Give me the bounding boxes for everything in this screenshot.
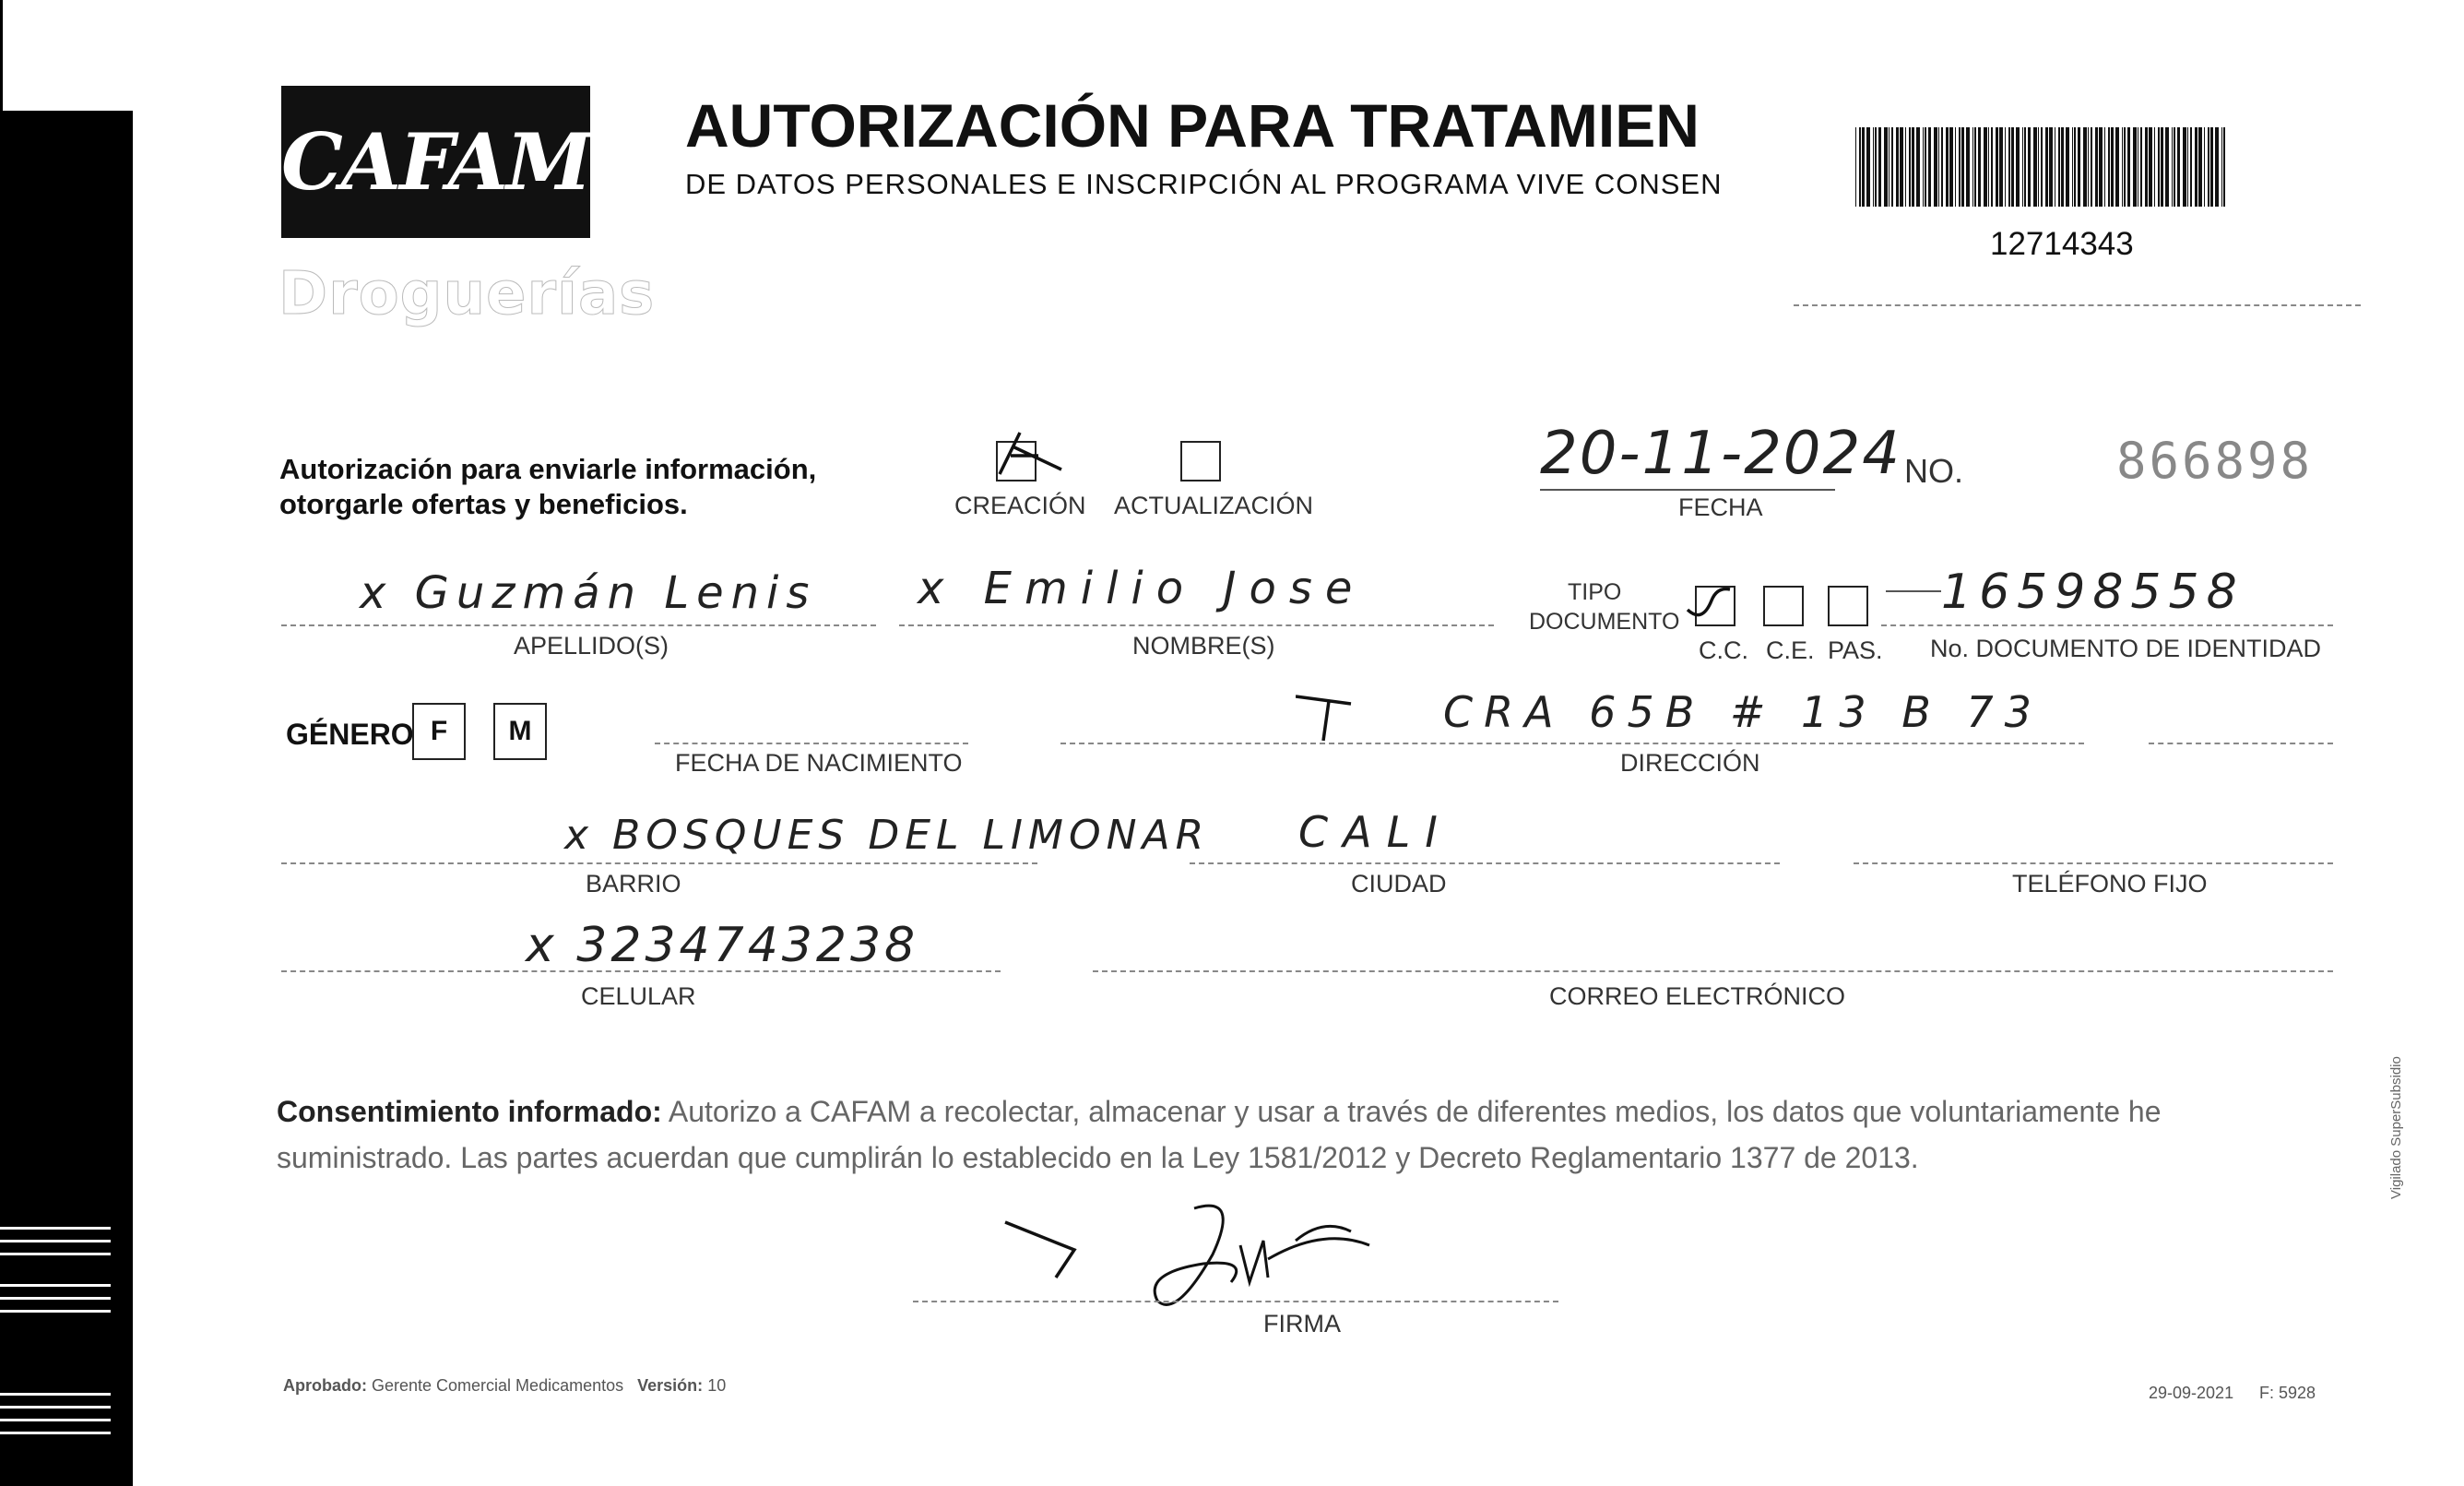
aprobado-value: Gerente Comercial Medicamentos	[372, 1376, 624, 1395]
barcode-bar	[1891, 127, 1893, 207]
barcode-bar	[1984, 127, 1987, 207]
barcode-bar	[2172, 127, 2173, 207]
nombres-line	[899, 624, 1494, 626]
barcode-bar	[2005, 127, 2006, 207]
barcode-bar	[2165, 127, 2169, 207]
barcode-bar	[1875, 127, 1877, 207]
barcode-bar	[2124, 127, 2126, 207]
documento-value[interactable]: 16598558	[1941, 565, 2245, 620]
direccion-line-end	[2149, 743, 2333, 744]
actualizacion-label: ACTUALIZACIÓN	[1114, 492, 1314, 519]
consent-heading: Consentimiento informado:	[277, 1095, 662, 1128]
barcode-bar	[1978, 127, 1981, 207]
auth-text-2: otorgarle ofertas y beneficios.	[279, 488, 688, 520]
actualizacion-checkbox[interactable]	[1180, 441, 1221, 481]
barcode-bar	[2016, 127, 2020, 207]
barcode-bar	[2049, 127, 2053, 207]
barcode-bar	[2024, 127, 2026, 207]
barcode-bar	[1999, 127, 2003, 207]
version-label: Versión:	[637, 1376, 704, 1395]
barcode-bar	[2221, 127, 2222, 207]
barcode-bar	[1855, 127, 1856, 207]
barcode-bar	[2161, 127, 2163, 207]
barcode-bar	[2099, 127, 2103, 207]
celular-label: CELULAR	[581, 982, 696, 1010]
barcode-bar	[2140, 127, 2142, 207]
barcode-bar	[2091, 127, 2092, 207]
barcode-bar	[2008, 127, 2010, 207]
barcode-bar	[2195, 127, 2197, 207]
barcode-bar	[2083, 127, 2087, 207]
scan-line	[0, 1432, 111, 1434]
barcode-bar	[2187, 127, 2188, 207]
barcode	[1855, 127, 2229, 207]
form-subtitle: DE DATOS PERSONALES E INSCRIPCIÓN AL PROGRAMA VIVE CONSEN	[685, 168, 1723, 200]
barcode-bar	[1900, 127, 1903, 207]
scan-line	[0, 1253, 111, 1255]
ciudad-line	[1190, 862, 1780, 864]
barcode-bar	[1996, 127, 1998, 207]
barrio-label: BARRIO	[586, 870, 681, 898]
creacion-label: CREACIÓN	[954, 492, 1086, 519]
footer-code: F: 5928	[2259, 1384, 2316, 1402]
apellidos-label: APELLIDO(S)	[514, 632, 669, 660]
barcode-bar	[2058, 127, 2060, 207]
barcode-bar	[1961, 127, 1964, 207]
barcode-bar	[2133, 127, 2137, 207]
fecha-value[interactable]: 20-11-2024	[1540, 420, 1901, 488]
barcode-bar	[1988, 127, 1989, 207]
barcode-bar	[1966, 127, 1970, 207]
barcode-bar	[2072, 127, 2073, 207]
scan-line	[0, 1284, 111, 1287]
genero-label: GÉNERO	[286, 718, 414, 751]
barcode-bar	[1896, 127, 1899, 207]
barcode-bar	[2145, 127, 2148, 207]
barcode-bar	[2177, 127, 2180, 207]
barcode-bar	[1925, 127, 1926, 207]
barcode-bar	[1955, 127, 1956, 207]
barcode-bar	[2154, 127, 2155, 207]
correo-label: CORREO ELECTRÓNICO	[1549, 982, 1846, 1010]
firma-label: FIRMA	[1263, 1310, 1341, 1337]
barcode-bar	[1923, 127, 1924, 207]
side-text: Vigilado SuperSubsidio	[2388, 1056, 2404, 1199]
cc-checkbox[interactable]	[1695, 586, 1735, 626]
barcode-bar	[2111, 127, 2114, 207]
doc-dash	[1886, 590, 1941, 592]
documento-label: DOCUMENTO	[1529, 609, 1680, 635]
barrio-line	[281, 862, 1037, 864]
barcode-bar	[1991, 127, 1993, 207]
documento-line	[1881, 624, 2333, 626]
barcode-bar	[1949, 127, 1953, 207]
barcode-bar	[1859, 127, 1861, 207]
barcode-bar	[1946, 127, 1949, 207]
scan-line	[0, 1297, 111, 1300]
scan-line	[0, 1393, 111, 1396]
nacimiento-line	[655, 743, 968, 744]
nombres-value[interactable]: x Emilio Jose	[918, 563, 1366, 614]
barcode-bar	[2223, 127, 2225, 207]
apellidos-value[interactable]: x Guzmán Lenis	[360, 567, 817, 619]
barcode-bar	[2033, 127, 2037, 207]
documento-label-no: No. DOCUMENTO DE IDENTIDAD	[1930, 635, 2322, 662]
celular-value[interactable]: x 3234743238	[526, 918, 919, 973]
scan-line	[0, 1310, 111, 1313]
telefono-line	[1854, 862, 2333, 864]
direccion-line	[1060, 743, 2084, 744]
ciudad-value[interactable]: CALI	[1298, 807, 1452, 857]
barcode-bar	[1878, 127, 1881, 207]
scan-margin	[0, 111, 133, 1486]
ciudad-label: CIUDAD	[1351, 870, 1447, 898]
apellidos-line	[281, 624, 876, 626]
creacion-checkbox[interactable]	[996, 441, 1037, 481]
barcode-bar	[2127, 127, 2130, 207]
fecha-label: FECHA	[1678, 493, 1763, 521]
celular-line	[281, 970, 1001, 972]
consent-body: Autorizo a CAFAM a recolectar, almacenar y usar a través de diferentes medios, los datos que voluntariamente he suministrado. Las partes acuerdan que cumplirán lo establecido en la Ley 1581/2012 y Decreto Reglamentario 1377 de 2013.	[277, 1095, 2162, 1174]
scan-line	[0, 1240, 111, 1242]
barcode-bar	[2198, 127, 2202, 207]
consent-text	[277, 1088, 2342, 1181]
barcode-bar	[1912, 127, 1914, 207]
aprobado-label: Aprobado:	[283, 1376, 367, 1395]
ce-checkbox[interactable]	[1763, 586, 1804, 626]
nombres-label: NOMBRE(S)	[1132, 632, 1275, 660]
header-rule	[1794, 304, 2361, 306]
fecha-line	[1540, 489, 1835, 491]
barcode-bar	[2011, 127, 2014, 207]
cc-label: C.C.	[1699, 636, 1748, 664]
scan-line	[0, 1419, 111, 1421]
barcode-bar	[1938, 127, 1939, 207]
genero-m-box[interactable]: M	[493, 703, 547, 760]
barcode-bar	[2028, 127, 2031, 207]
barcode-bar	[2115, 127, 2119, 207]
barcode-bar	[2190, 127, 2192, 207]
barcode-bar	[1866, 127, 1870, 207]
firma-line	[913, 1301, 1558, 1302]
pas-checkbox[interactable]	[1828, 586, 1868, 626]
barcode-number: 12714343	[1990, 226, 2134, 262]
barcode-bar	[2215, 127, 2219, 207]
barcode-bar	[2208, 127, 2209, 207]
barcode-bar	[2108, 127, 2110, 207]
barcode-bar	[2183, 127, 2186, 207]
barcode-bar	[1941, 127, 1943, 207]
scan-margin-top	[0, 0, 133, 111]
direccion-label: DIRECCIÓN	[1620, 749, 1760, 777]
cafam-logo: CAFAM	[281, 86, 590, 238]
serial-number: 866898	[2116, 432, 2314, 490]
barcode-bar	[2022, 127, 2023, 207]
barcode-bar	[1959, 127, 1961, 207]
check-mark-icon	[992, 428, 1066, 483]
barcode-bar	[1974, 127, 1976, 207]
barcode-bar	[1934, 127, 1937, 207]
logo-subtitle: Droguerías	[278, 260, 656, 328]
barcode-bar	[2045, 127, 2048, 207]
version-value: 10	[707, 1376, 727, 1395]
barcode-bar	[1928, 127, 1931, 207]
barcode-bar	[2122, 127, 2123, 207]
barcode-bar	[2078, 127, 2080, 207]
no-label: NO.	[1904, 452, 1964, 490]
direccion-value[interactable]: CRA 65B # 13 B 73	[1443, 687, 2043, 737]
barcode-bar	[1905, 127, 1906, 207]
telefono-label: TELÉFONO FIJO	[2012, 870, 2208, 898]
cross-mark	[1296, 687, 1360, 743]
barcode-bar	[2074, 127, 2076, 207]
barcode-bar	[2041, 127, 2043, 207]
scan-line	[0, 1406, 111, 1409]
barcode-bar	[1873, 127, 1874, 207]
check-mark-icon	[1684, 582, 1739, 633]
ce-label: C.E.	[1766, 636, 1815, 664]
genero-f-box[interactable]: F	[412, 703, 466, 760]
signature-image	[1139, 1190, 1379, 1328]
tipo-label: TIPO	[1568, 579, 1622, 605]
barcode-bar	[1884, 127, 1888, 207]
auth-text-1: Autorización para enviarle información,	[279, 453, 817, 485]
barcode-bar	[2066, 127, 2069, 207]
nacimiento-label: FECHA DE NACIMIENTO	[675, 749, 963, 777]
barrio-value[interactable]: x BOSQUES DEL LIMONAR	[564, 812, 1210, 859]
pas-label: PAS.	[1828, 636, 1883, 664]
barcode-bar	[1909, 127, 1911, 207]
barcode-bar	[2149, 127, 2152, 207]
barcode-bar	[2104, 127, 2105, 207]
barcode-bar	[2061, 127, 2064, 207]
barcode-bar	[2174, 127, 2175, 207]
barcode-bar	[1916, 127, 1920, 207]
barcode-bar	[2038, 127, 2039, 207]
footer-date: 29-09-2021	[2149, 1384, 2234, 1402]
barcode-bar	[2204, 127, 2205, 207]
form-title: AUTORIZACIÓN PARA TRATAMIEN	[685, 91, 1700, 160]
scan-line	[0, 1227, 111, 1230]
correo-line	[1093, 970, 2333, 972]
arrow-mark	[1001, 1218, 1093, 1282]
barcode-bar	[1972, 127, 1973, 207]
barcode-bar	[2210, 127, 2213, 207]
barcode-bar	[2095, 127, 2098, 207]
barcode-bar	[1862, 127, 1865, 207]
barcode-bar	[2088, 127, 2089, 207]
barcode-bar	[2158, 127, 2160, 207]
